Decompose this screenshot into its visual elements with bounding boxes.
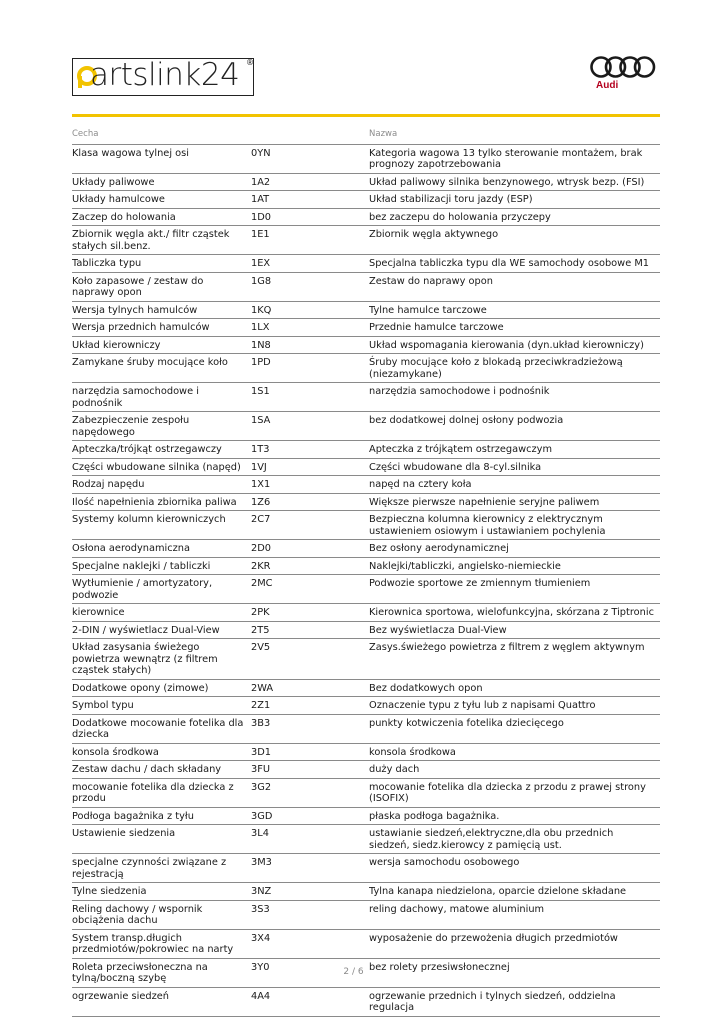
- cell-code: 2C7: [251, 511, 369, 540]
- cell-feature: Klasa wagowa tylnej osi: [72, 144, 251, 173]
- cell-feature: Reling dachowy / wspornik obciążenia dachu: [72, 900, 251, 929]
- cell-feature: System transp.długich przedmiotów/pokrowiec na narty: [72, 929, 251, 958]
- cell-code: 2WA: [251, 679, 369, 697]
- table-row: [72, 807, 660, 825]
- cell-name: Podwozie sportowe ze zmiennym tłumieniem: [369, 575, 660, 604]
- cell-feature: Koło zapasowe / zestaw do naprawy opon: [72, 272, 251, 301]
- table-row: [72, 854, 660, 883]
- table-row: [72, 778, 660, 807]
- cell-code: 3Y0: [251, 958, 369, 987]
- cell-feature: narzędzia samochodowe i podnośnik: [72, 383, 251, 412]
- cell-code: 2Z1: [251, 697, 369, 715]
- cell-name: bez zaczepu do holowania przyczepy: [369, 208, 660, 226]
- page-number: 2 / 6: [343, 967, 364, 977]
- cell-code: 1N8: [251, 336, 369, 354]
- cell-feature: Zabezpieczenie zespołu napędowego: [72, 412, 251, 441]
- table-row: [72, 679, 660, 697]
- cell-feature: Specjalne naklejki / tabliczki: [72, 557, 251, 575]
- cell-feature: Ustawienie siedzenia: [72, 825, 251, 854]
- table-row: [72, 557, 660, 575]
- cell-code: 2KR: [251, 557, 369, 575]
- cell-feature: ogrzewanie siedzeń: [72, 987, 251, 1016]
- cell-code: 1SA: [251, 412, 369, 441]
- table-row: [72, 301, 660, 319]
- table-row: [72, 441, 660, 459]
- table-row: [72, 697, 660, 715]
- cell-feature: Rodzaj napędu: [72, 476, 251, 494]
- cell-name: Tylne hamulce tarczowe: [369, 301, 660, 319]
- cell-code: 3GD: [251, 807, 369, 825]
- cell-code: 1X1: [251, 476, 369, 494]
- cell-name: ustawianie siedzeń,elektryczne,dla obu przednich siedzeń, siedz.kierowcy z pamięcią ust.: [369, 825, 660, 854]
- cell-feature: Podłoga bagażnika z tyłu: [72, 807, 251, 825]
- cell-code: 3G2: [251, 778, 369, 807]
- cell-name: konsola środkowa: [369, 743, 660, 761]
- cell-feature: Tylne siedzenia: [72, 883, 251, 901]
- header-feature: Cecha: [72, 127, 251, 144]
- cell-name: wersja samochodu osobowego: [369, 854, 660, 883]
- cell-name: Bez wyświetlacza Dual-View: [369, 621, 660, 639]
- cell-name: Oznaczenie typu z tyłu lub z napisami Quattro: [369, 697, 660, 715]
- header-divider: [72, 114, 660, 117]
- cell-code: 1D0: [251, 208, 369, 226]
- cell-name: Apteczka z trójkątem ostrzegawczym: [369, 441, 660, 459]
- table-row: [72, 319, 660, 337]
- equipment-table: [72, 127, 660, 1017]
- cell-feature: Ilość napełnienia zbiornika paliwa: [72, 493, 251, 511]
- table-row: [72, 173, 660, 191]
- cell-code: 3X4: [251, 929, 369, 958]
- cell-name: Bez dodatkowych opon: [369, 679, 660, 697]
- table-row: [72, 458, 660, 476]
- table-row: [72, 714, 660, 743]
- cell-feature: Wersja przednich hamulców: [72, 319, 251, 337]
- cell-code: 1S1: [251, 383, 369, 412]
- cell-feature: Symbol typu: [72, 697, 251, 715]
- cell-feature: Układy paliwowe: [72, 173, 251, 191]
- cell-code: 2D0: [251, 540, 369, 558]
- cell-code: 1LX: [251, 319, 369, 337]
- table-row: [72, 604, 660, 622]
- cell-code: 1E1: [251, 226, 369, 255]
- table-row: [72, 144, 660, 173]
- cell-name: Specjalna tabliczka typu dla WE samochody osobowe M1: [369, 255, 660, 273]
- cell-name: Większe pierwsze napełnienie seryjne paliwem: [369, 493, 660, 511]
- cell-name: Przednie hamulce tarczowe: [369, 319, 660, 337]
- cell-code: 3L4: [251, 825, 369, 854]
- table-row: [72, 412, 660, 441]
- cell-code: 2T5: [251, 621, 369, 639]
- cell-feature: Dodatkowe opony (zimowe): [72, 679, 251, 697]
- cell-feature: Wytłumienie / amortyzatory, podwozie: [72, 575, 251, 604]
- table-row: [72, 208, 660, 226]
- audi-rings-icon: [589, 54, 657, 80]
- table-row: [72, 255, 660, 273]
- header-code: [251, 127, 369, 144]
- cell-name: wyposażenie do przewożenia długich przedmiotów: [369, 929, 660, 958]
- cell-name: bez dodatkowej dolnej osłony podwozia: [369, 412, 660, 441]
- cell-code: 1PD: [251, 354, 369, 383]
- table-row: [72, 540, 660, 558]
- cell-code: 4A4: [251, 987, 369, 1016]
- cell-name: napęd na cztery koła: [369, 476, 660, 494]
- table-row: [72, 226, 660, 255]
- table-row: [72, 987, 660, 1016]
- table-body: [72, 144, 660, 1016]
- cell-name: Kierownica sportowa, wielofunkcyjna, skórzana z Tiptronic: [369, 604, 660, 622]
- cell-name: narzędzia samochodowe i podnośnik: [369, 383, 660, 412]
- logo-text: artslink24: [90, 57, 240, 93]
- cell-feature: kierownice: [72, 604, 251, 622]
- cell-code: 3B3: [251, 714, 369, 743]
- cell-code: 3D1: [251, 743, 369, 761]
- cell-name: Układ stabilizacji toru jazdy (ESP): [369, 191, 660, 209]
- cell-feature: konsola środkowa: [72, 743, 251, 761]
- table-row: [72, 900, 660, 929]
- table-row: [72, 272, 660, 301]
- cell-feature: Tabliczka typu: [72, 255, 251, 273]
- cell-name: Części wbudowane dla 8-cyl.silnika: [369, 458, 660, 476]
- cell-code: 1A2: [251, 173, 369, 191]
- table-row: [72, 743, 660, 761]
- cell-code: 1KQ: [251, 301, 369, 319]
- cell-name: reling dachowy, matowe aluminium: [369, 900, 660, 929]
- cell-feature: Osłona aerodynamiczna: [72, 540, 251, 558]
- cell-name: Układ wspomagania kierowania (dyn.układ kierowniczy): [369, 336, 660, 354]
- cell-name: Śruby mocujące koło z blokadą przeciwkradzieżową (niezamykane): [369, 354, 660, 383]
- cell-feature: Wersja tylnych hamulców: [72, 301, 251, 319]
- cell-code: 1G8: [251, 272, 369, 301]
- cell-feature: Układy hamulcowe: [72, 191, 251, 209]
- cell-code: 0YN: [251, 144, 369, 173]
- cell-feature: Dodatkowe mocowanie fotelika dla dziecka: [72, 714, 251, 743]
- cell-name: duży dach: [369, 761, 660, 779]
- cell-code: 1T3: [251, 441, 369, 459]
- table-row: [72, 476, 660, 494]
- cell-feature: Zaczep do holowania: [72, 208, 251, 226]
- cell-name: Układ paliwowy silnika benzynowego, wtrysk bezp. (FSI): [369, 173, 660, 191]
- cell-code: 2MC: [251, 575, 369, 604]
- cell-code: 3M3: [251, 854, 369, 883]
- cell-code: 2V5: [251, 639, 369, 680]
- cell-name: Tylna kanapa niedzielona, oparcie dzielone składane: [369, 883, 660, 901]
- table-row: [72, 929, 660, 958]
- table-row: [72, 883, 660, 901]
- table-header-row: [72, 127, 660, 144]
- table-row: [72, 383, 660, 412]
- cell-feature: Układ zasysania świeżego powietrza wewnątrz (z filtrem cząstek stałych): [72, 639, 251, 680]
- cell-code: 1VJ: [251, 458, 369, 476]
- cell-name: ogrzewanie przednich i tylnych siedzeń, oddzielna regulacja: [369, 987, 660, 1016]
- cell-name: płaska podłoga bagażnika.: [369, 807, 660, 825]
- table-row: [72, 825, 660, 854]
- table-row: [72, 354, 660, 383]
- table-row: [72, 621, 660, 639]
- cell-feature: mocowanie fotelika dla dziecka z przodu: [72, 778, 251, 807]
- header-name: Nazwa: [369, 127, 660, 144]
- logo-registered-mark: ®: [246, 58, 254, 67]
- table-row: [72, 761, 660, 779]
- cell-feature: Roleta przeciwsłoneczna na tylną/boczną szybę: [72, 958, 251, 987]
- cell-code: 1EX: [251, 255, 369, 273]
- cell-code: 3NZ: [251, 883, 369, 901]
- cell-feature: Apteczka/trójkąt ostrzegawczy: [72, 441, 251, 459]
- cell-name: Bezpieczna kolumna kierownicy z elektrycznym ustawieniem osiowym i ustawianiem pochylenia: [369, 511, 660, 540]
- cell-name: Kategoria wagowa 13 tylko sterowanie montażem, brak prognozy zapotrzebowania: [369, 144, 660, 173]
- cell-name: bez rolety przesiwsłonecznej: [369, 958, 660, 987]
- cell-name: Bez osłony aerodynamicznej: [369, 540, 660, 558]
- cell-code: 3S3: [251, 900, 369, 929]
- cell-feature: Systemy kolumn kierowniczych: [72, 511, 251, 540]
- cell-name: mocowanie fotelika dla dziecka z przodu z prawej strony (ISOFIX): [369, 778, 660, 807]
- table-row: [72, 575, 660, 604]
- cell-feature: Układ kierowniczy: [72, 336, 251, 354]
- table-row: [72, 191, 660, 209]
- cell-code: 1AT: [251, 191, 369, 209]
- cell-feature: specjalne czynności związane z rejestracją: [72, 854, 251, 883]
- cell-feature: Zestaw dachu / dach składany: [72, 761, 251, 779]
- cell-code: 1Z6: [251, 493, 369, 511]
- cell-name: Zbiornik węgla aktywnego: [369, 226, 660, 255]
- table-row: [72, 639, 660, 680]
- table-row: [72, 493, 660, 511]
- cell-name: Zasys.świeżego powietrza z filtrem z węglem aktywnym: [369, 639, 660, 680]
- cell-name: punkty kotwiczenia fotelika dziecięcego: [369, 714, 660, 743]
- audi-brand-name: Audi: [596, 80, 619, 91]
- cell-feature: Części wbudowane silnika (napęd): [72, 458, 251, 476]
- cell-code: 3FU: [251, 761, 369, 779]
- table-row: [72, 336, 660, 354]
- cell-name: Naklejki/tabliczki, angielsko-niemieckie: [369, 557, 660, 575]
- table-row: [72, 511, 660, 540]
- cell-feature: 2-DIN / wyświetlacz Dual-View: [72, 621, 251, 639]
- cell-code: 2PK: [251, 604, 369, 622]
- cell-feature: Zamykane śruby mocujące koło: [72, 354, 251, 383]
- cell-name: Zestaw do naprawy opon: [369, 272, 660, 301]
- cell-feature: Zbiornik węgla akt./ filtr cząstek stałych sil.benz.: [72, 226, 251, 255]
